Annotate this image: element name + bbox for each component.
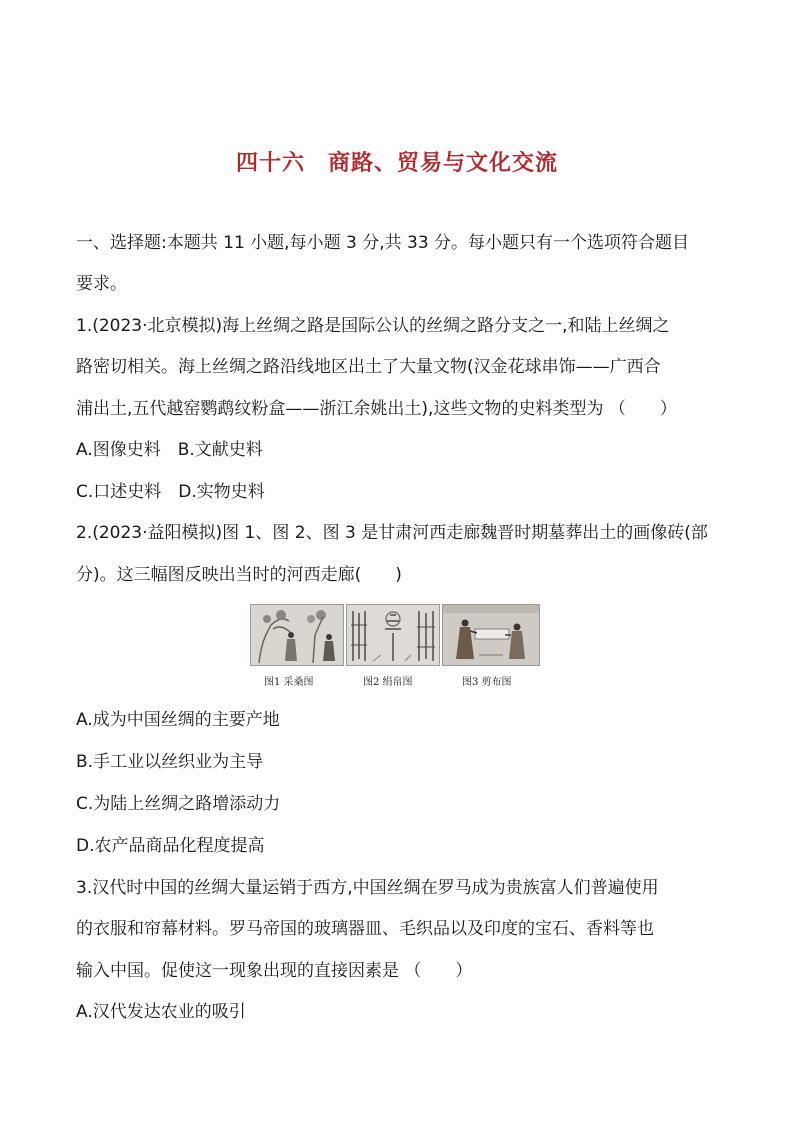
q2-option-d: D.农产品商品化程度提高 xyxy=(76,836,265,856)
q3-stem-line-1: 3.汉代时中国的丝绸大量运销于西方,中国丝绸在罗马成为贵族富人们普遍使用 xyxy=(76,878,659,898)
figure-2-caption: 图2 绢帛图 xyxy=(363,677,413,688)
q1-stem-line-2: 路密切相关。海上丝绸之路沿线地区出土了大量文物(汉金花球串饰——广西合 xyxy=(76,357,661,377)
q2-figure-strip xyxy=(250,604,540,668)
q3-stem-line-2: 的衣服和帘幕材料。罗马帝国的玻璃器皿、毛织品以及印度的宝石、香料等也 xyxy=(76,919,654,939)
section-instruction-line-1: 一、选择题:本题共 11 小题,每小题 3 分,共 33 分。每小题只有一个选项符合题目 xyxy=(76,233,690,253)
q1-stem-line-3: 浦出土,五代越窑鹦鹉纹粉盒——浙江余姚出土),这些文物的史料类型为 （ ） xyxy=(76,399,677,419)
q3-option-a: A.汉代发达农业的吸引 xyxy=(76,1002,246,1022)
q2-stem-line-1: 2.(2023·益阳模拟)图 1、图 2、图 3 是甘肃河西走廊魏晋时期墓葬出土的画像砖(部 xyxy=(76,523,708,543)
q2-option-a: A.成为中国丝绸的主要产地 xyxy=(76,710,280,730)
figure-3-caption: 图3 剪布图 xyxy=(462,677,512,688)
figure-2-silk-image xyxy=(346,604,440,666)
q3-stem-line-3: 输入中国。促使这一现象出现的直接因素是 （ ） xyxy=(76,961,473,981)
q1-options-ab: A.图像史料 B.文献史料 xyxy=(76,440,263,460)
q2-option-b: B.手工业以丝织业为主导 xyxy=(76,752,264,772)
figure-1-caption: 图1 采桑图 xyxy=(264,677,314,688)
section-instruction-line-2: 要求。 xyxy=(76,274,127,294)
q1-stem-line-1: 1.(2023·北京模拟)海上丝绸之路是国际公认的丝绸之路分支之一,和陆上丝绸之 xyxy=(76,316,670,336)
q2-option-c: C.为陆上丝绸之路增添动力 xyxy=(76,794,281,814)
figure-1-mulberry-picking-image xyxy=(250,604,344,666)
q1-options-cd: C.口述史料 D.实物史料 xyxy=(76,482,265,502)
page-title: 四十六 商路、贸易与文化交流 xyxy=(235,151,558,176)
q2-stem-line-2: 分)。这三幅图反映出当时的河西走廊( ) xyxy=(76,565,402,585)
figure-3-cloth-cutting-image xyxy=(442,604,540,666)
